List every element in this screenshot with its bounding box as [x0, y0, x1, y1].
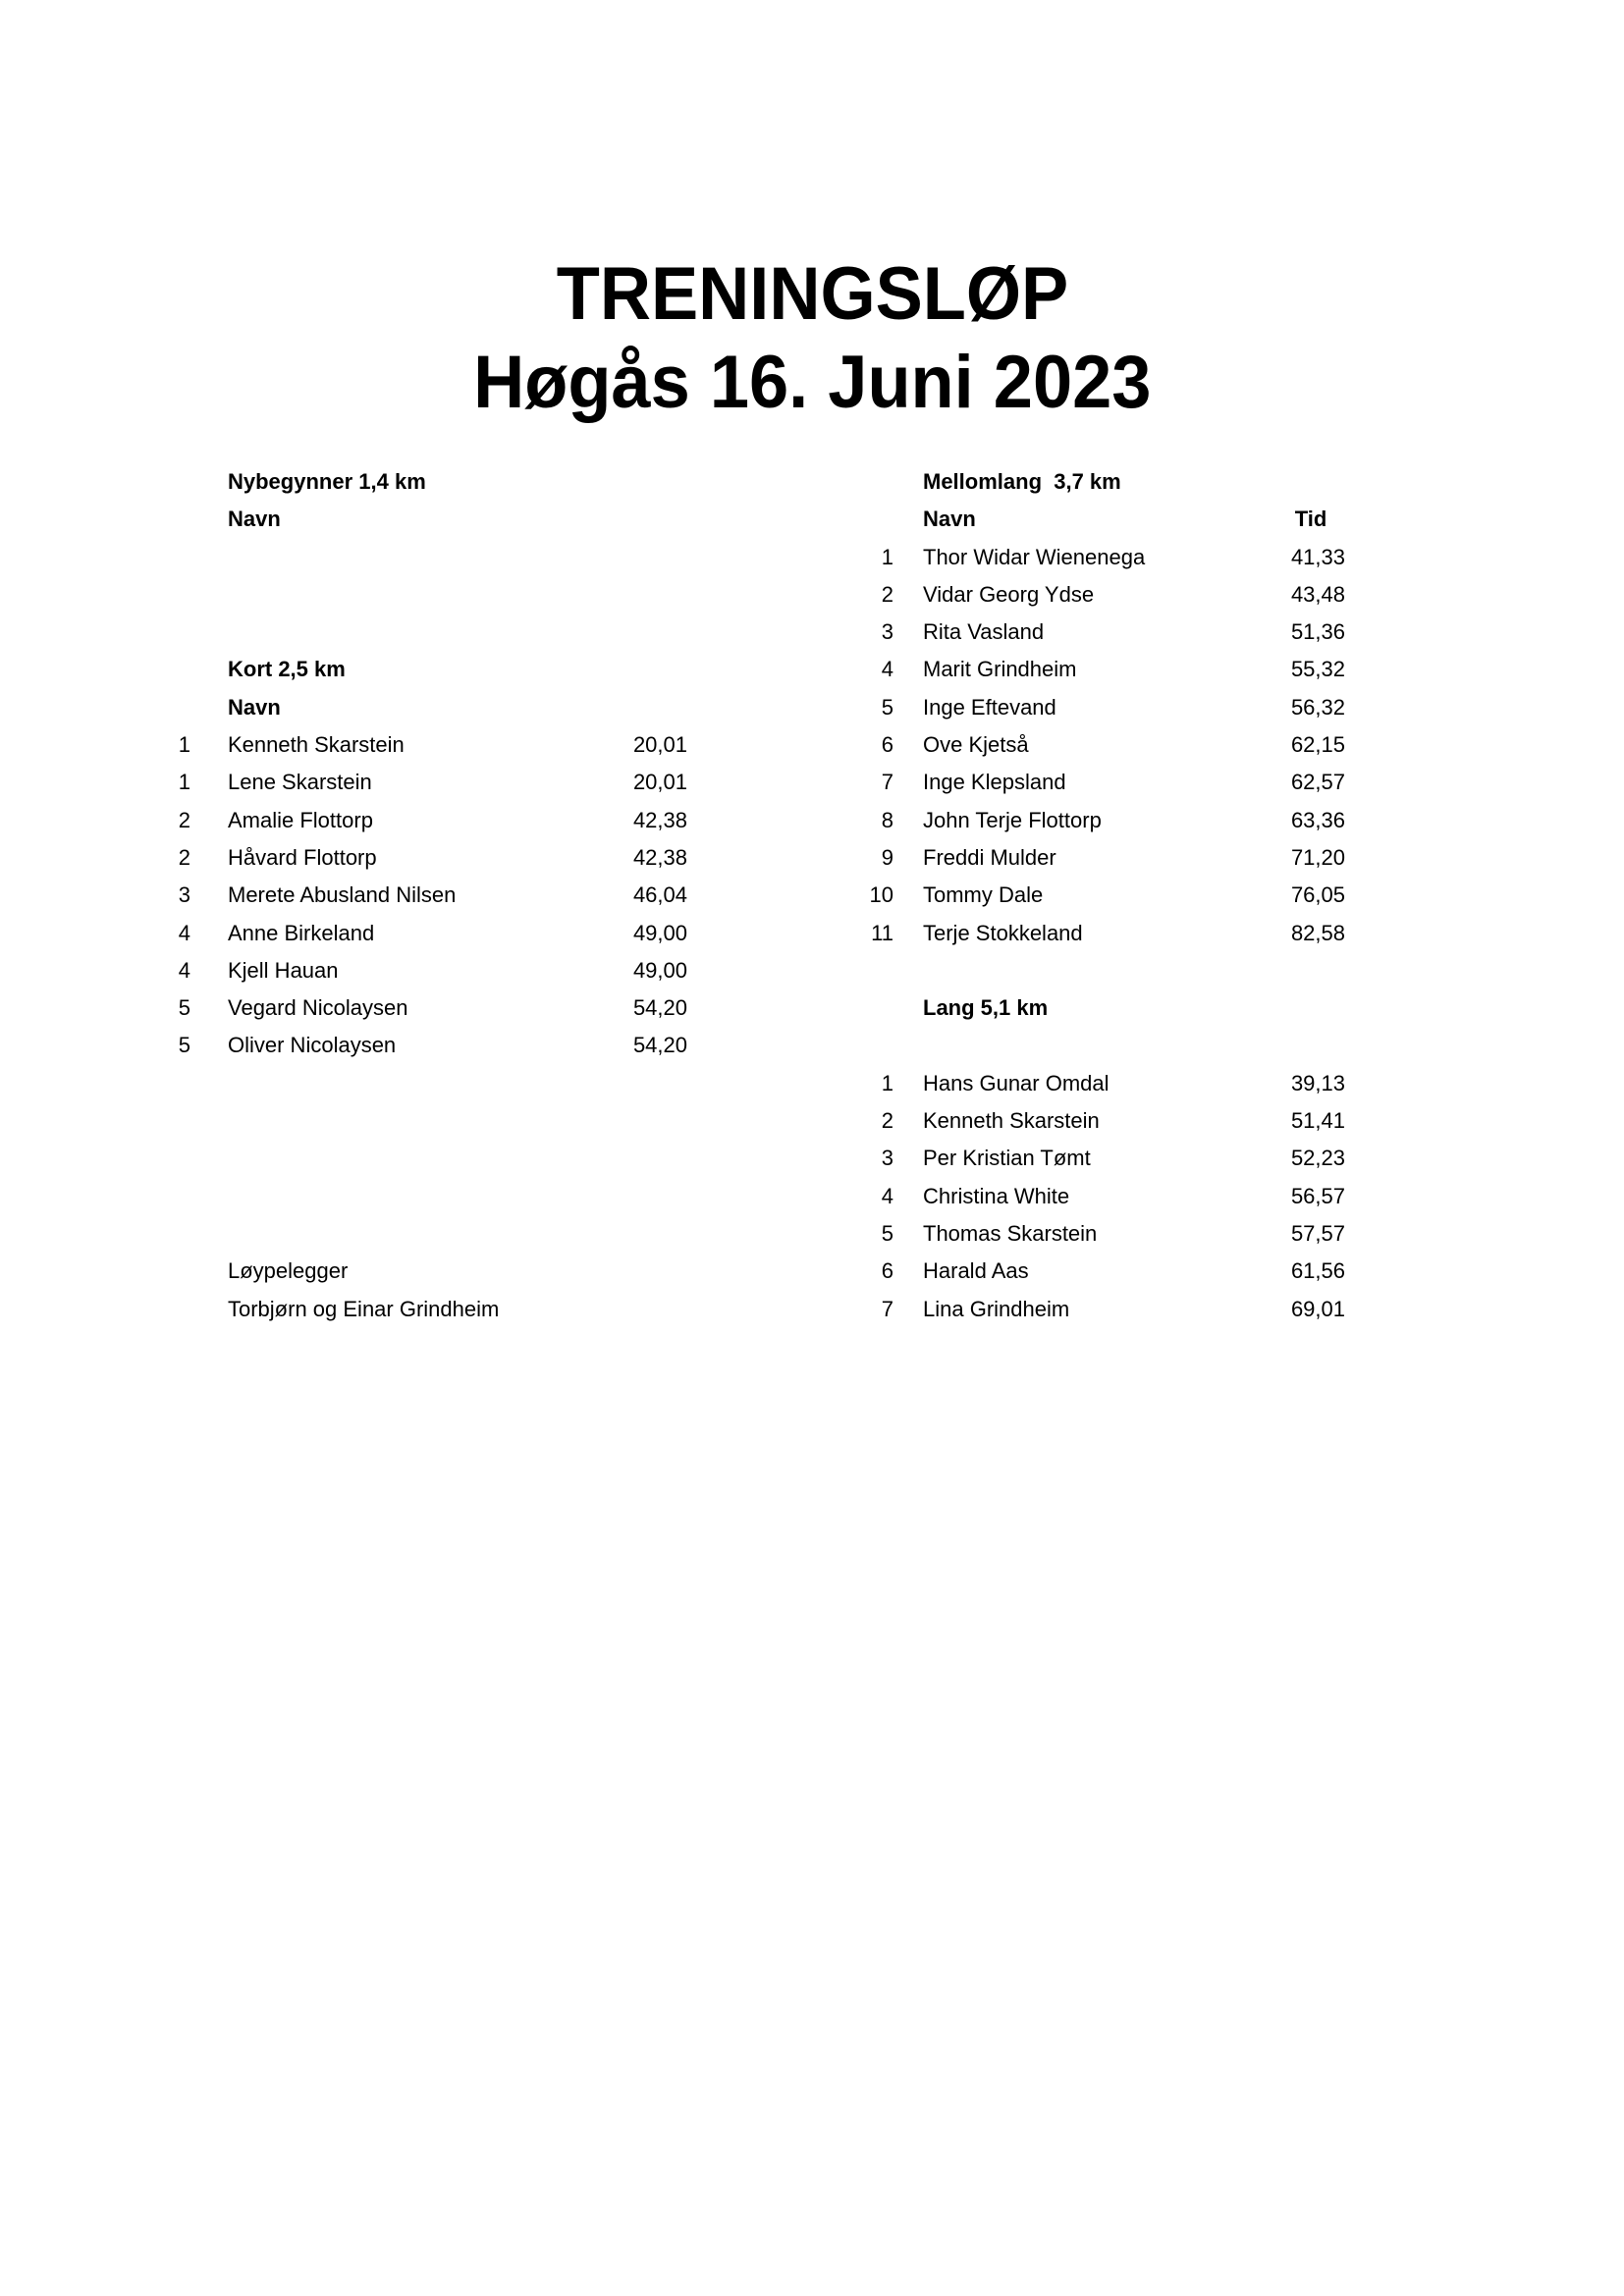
column-header-name: Navn: [228, 694, 281, 720]
page-subtitle-location-date: Høgås 16. Juni 2023: [472, 341, 1152, 424]
finish-time: 62,15: [1290, 732, 1345, 758]
section-heading-kort: Kort 2,5 km: [228, 657, 346, 682]
rank: 3: [881, 1146, 893, 1171]
rank: 8: [881, 807, 893, 832]
result-row: [0, 1291, 1624, 1328]
runner-name: Kjell Hauan: [228, 957, 339, 983]
finish-time: 55,32: [1290, 657, 1345, 682]
result-row: [0, 915, 1624, 952]
finish-time: 20,01: [632, 732, 687, 758]
runner-name: Anne Birkeland: [228, 920, 375, 945]
runner-name: Inge Eftevand: [923, 694, 1056, 720]
result-row: [0, 614, 1624, 651]
finish-time: 20,01: [632, 770, 687, 795]
runner-name: Harald Aas: [923, 1258, 1029, 1284]
runner-name: Freddi Mulder: [923, 844, 1056, 870]
runner-name: Tommy Dale: [923, 882, 1044, 908]
finish-time: 63,36: [1290, 807, 1345, 832]
runner-name: Amalie Flottorp: [228, 807, 373, 832]
rank: 2: [881, 581, 893, 607]
finish-time: 49,00: [632, 957, 687, 983]
runner-name: Kenneth Skarstein: [923, 1108, 1100, 1134]
result-row: [0, 1215, 1624, 1253]
runner-name: Lina Grindheim: [923, 1296, 1070, 1321]
runner-name: Oliver Nicolaysen: [228, 1033, 397, 1058]
rank: 5: [178, 995, 190, 1021]
runner-name: Håvard Flottorp: [228, 844, 377, 870]
rank: 5: [178, 1033, 190, 1058]
finish-time: 61,56: [1290, 1258, 1345, 1284]
runner-name: Terje Stokkeland: [923, 920, 1083, 945]
result-row: [0, 1140, 1624, 1177]
rank: 5: [881, 1220, 893, 1246]
rank: 11: [871, 920, 893, 945]
section-heading-lang: Lang 5,1 km: [923, 995, 1049, 1021]
finish-time: 54,20: [632, 995, 687, 1021]
finish-time: 43,48: [1290, 581, 1345, 607]
rank: 4: [178, 920, 190, 945]
rank: 1: [881, 544, 893, 569]
rank: 5: [881, 694, 893, 720]
result-row: [0, 539, 1624, 576]
finish-time: 51,41: [1290, 1108, 1345, 1134]
runner-name: Merete Abusland Nilsen: [228, 882, 457, 908]
runner-name: Thor Widar Wienenega: [923, 544, 1146, 569]
result-row: [0, 576, 1624, 614]
page-title: TRENINGSLØP: [556, 252, 1068, 336]
section-heading-nybegynner: Nybegynner 1,4 km: [228, 469, 426, 494]
column-header-name: Navn: [228, 507, 281, 532]
result-row: [0, 1253, 1624, 1290]
rank: 1: [178, 770, 190, 795]
finish-time: 57,57: [1290, 1220, 1345, 1246]
column-header-time: Tid: [1294, 507, 1327, 532]
finish-time: 49,00: [632, 920, 687, 945]
finish-time: 62,57: [1290, 770, 1345, 795]
finish-time: 69,01: [1290, 1296, 1345, 1321]
right-results-column: [0, 463, 1624, 1328]
result-row: [0, 726, 1624, 764]
column-header-name: Navn: [923, 507, 976, 532]
runner-name: Thomas Skarstein: [923, 1220, 1098, 1246]
runner-name: Christina White: [923, 1183, 1070, 1208]
rank: 1: [178, 732, 190, 758]
runner-name: Vidar Georg Ydse: [923, 581, 1095, 607]
rank: 6: [881, 732, 893, 758]
runner-name: Vegard Nicolaysen: [228, 995, 408, 1021]
runner-name: Rita Vasland: [923, 619, 1045, 645]
finish-time: 41,33: [1290, 544, 1345, 569]
rank: 2: [178, 844, 190, 870]
result-row: [0, 689, 1624, 726]
runner-name: John Terje Flottorp: [923, 807, 1102, 832]
finish-time: 51,36: [1290, 619, 1345, 645]
finish-time: 52,23: [1290, 1146, 1345, 1171]
result-row: [0, 802, 1624, 839]
rank: 2: [881, 1108, 893, 1134]
result-row: [0, 1065, 1624, 1102]
finish-time: 76,05: [1290, 882, 1345, 908]
finish-time: 56,57: [1290, 1183, 1345, 1208]
finish-time: 42,38: [632, 844, 687, 870]
result-row: [0, 877, 1624, 914]
rank: 4: [178, 957, 190, 983]
section-heading-mellomlang: Mellomlang 3,7 km: [923, 469, 1121, 494]
result-row: [0, 1178, 1624, 1215]
result-row: [0, 1102, 1624, 1140]
runner-name: Marit Grindheim: [923, 657, 1077, 682]
course-setter-label: Løypelegger: [228, 1258, 349, 1284]
result-row: [0, 839, 1624, 877]
runner-name: Hans Gunar Omdal: [923, 1070, 1110, 1095]
runner-name: Lene Skarstein: [228, 770, 372, 795]
finish-time: 39,13: [1290, 1070, 1345, 1095]
rank: 9: [881, 844, 893, 870]
result-row: [0, 651, 1624, 688]
rank: 3: [881, 619, 893, 645]
finish-time: 82,58: [1290, 920, 1345, 945]
rank: 10: [869, 882, 893, 908]
rank: 4: [881, 657, 893, 682]
rank: 1: [881, 1070, 893, 1095]
course-setter-names: Torbjørn og Einar Grindheim: [228, 1296, 500, 1321]
rank: 7: [881, 1296, 893, 1321]
runner-name: Kenneth Skarstein: [228, 732, 405, 758]
finish-time: 42,38: [632, 807, 687, 832]
rank: 3: [178, 882, 190, 908]
runner-name: Per Kristian Tømt: [923, 1146, 1091, 1171]
rank: 2: [178, 807, 190, 832]
rank: 7: [881, 770, 893, 795]
rank: 6: [881, 1258, 893, 1284]
runner-name: Ove Kjetså: [923, 732, 1029, 758]
finish-time: 71,20: [1290, 844, 1345, 870]
result-row: [0, 764, 1624, 801]
rank: 4: [881, 1183, 893, 1208]
finish-time: 54,20: [632, 1033, 687, 1058]
finish-time: 46,04: [632, 882, 687, 908]
finish-time: 56,32: [1290, 694, 1345, 720]
runner-name: Inge Klepsland: [923, 770, 1066, 795]
